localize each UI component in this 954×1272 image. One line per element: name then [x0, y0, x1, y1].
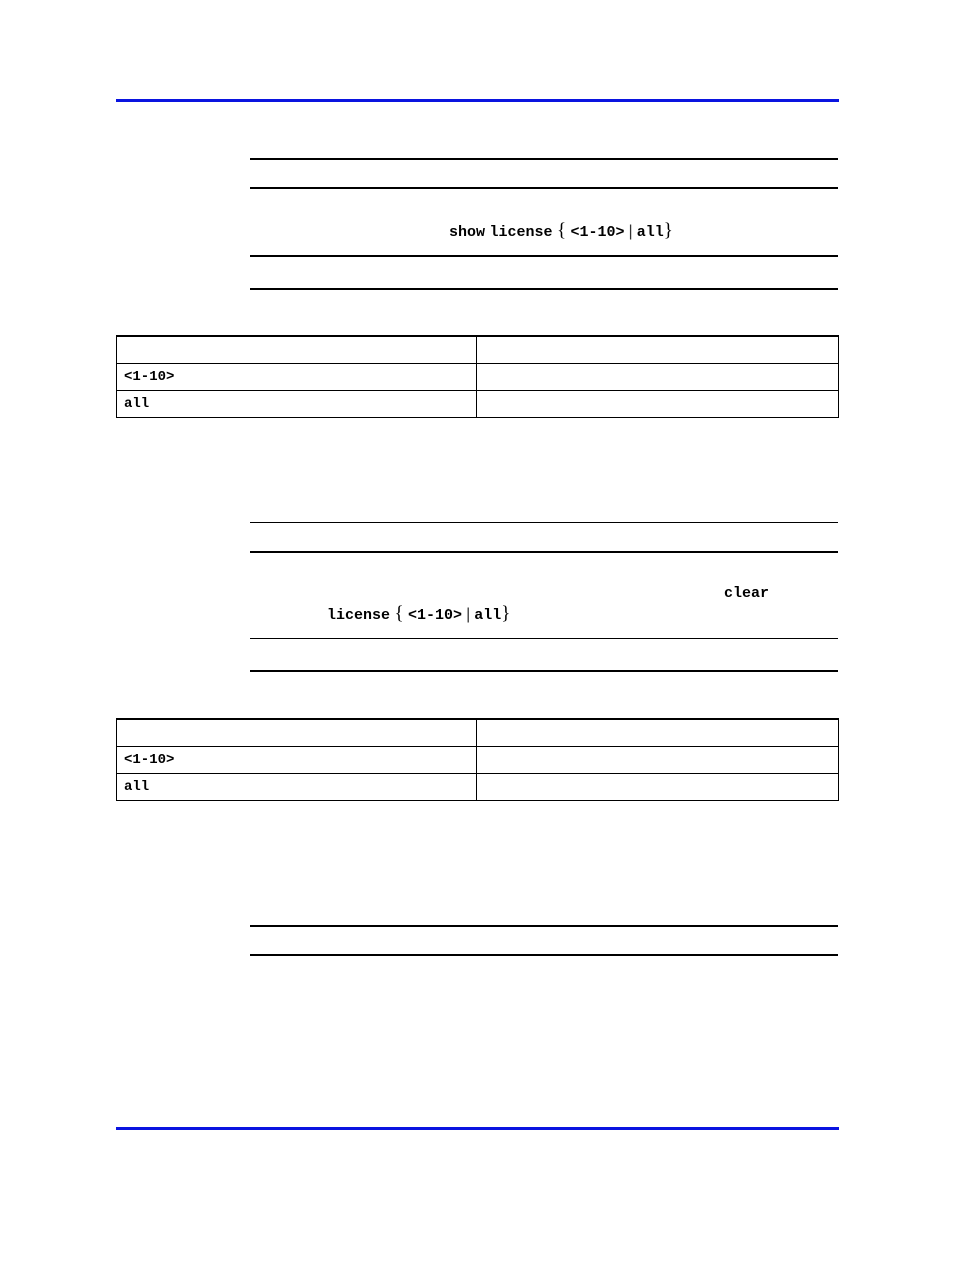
table-row: [117, 774, 839, 801]
section3-rule-top: [250, 925, 838, 927]
brace-close: }: [501, 603, 511, 624]
desc-cell: [477, 391, 839, 418]
cmd-separator: |: [628, 223, 633, 240]
section1-rule-3: [250, 255, 838, 257]
section3-rule-2: [250, 954, 838, 956]
cmd-keyword-clear: clear: [724, 585, 770, 602]
brace-open: {: [394, 603, 404, 624]
param-cell: all: [117, 774, 477, 801]
param-cell: <1-10>: [117, 747, 477, 774]
section1-rule-4: [250, 288, 838, 290]
show-license-command: [449, 220, 673, 242]
header-rule: [116, 99, 839, 102]
brace-close: }: [663, 220, 673, 241]
table-header-row: [117, 719, 839, 747]
cmd-keyword-license: license: [327, 607, 391, 624]
cmd-keyword-show: show: [449, 224, 486, 241]
section1-rule-2: [250, 187, 838, 189]
table-row: [117, 747, 839, 774]
clear-license-command: [327, 603, 510, 625]
clear-keyword-line: [724, 584, 769, 602]
section2-rule-2: [250, 551, 838, 553]
footer-rule: [116, 1127, 839, 1130]
cmd-option-all: all: [474, 607, 502, 624]
table-header-row: [117, 336, 839, 364]
table-row: [117, 391, 839, 418]
section1-parameter-table: [116, 335, 839, 418]
desc-cell: [477, 747, 839, 774]
section2-rule-3: [250, 638, 838, 639]
cmd-option-all: all: [636, 224, 664, 241]
section2-rule-4: [250, 670, 838, 672]
cmd-option-range: <1-10>: [408, 607, 463, 624]
desc-cell: [477, 364, 839, 391]
brace-open: {: [556, 220, 567, 241]
cmd-separator: |: [466, 606, 471, 623]
cmd-keyword-license: license: [489, 224, 553, 241]
param-cell: <1-10>: [117, 364, 477, 391]
section2-parameter-table: [116, 718, 839, 801]
section2-rule-top: [250, 522, 838, 523]
cmd-option-range: <1-10>: [570, 224, 625, 241]
desc-cell: [477, 774, 839, 801]
param-cell: all: [117, 391, 477, 418]
table-row: [117, 364, 839, 391]
section1-rule-top: [250, 158, 838, 160]
